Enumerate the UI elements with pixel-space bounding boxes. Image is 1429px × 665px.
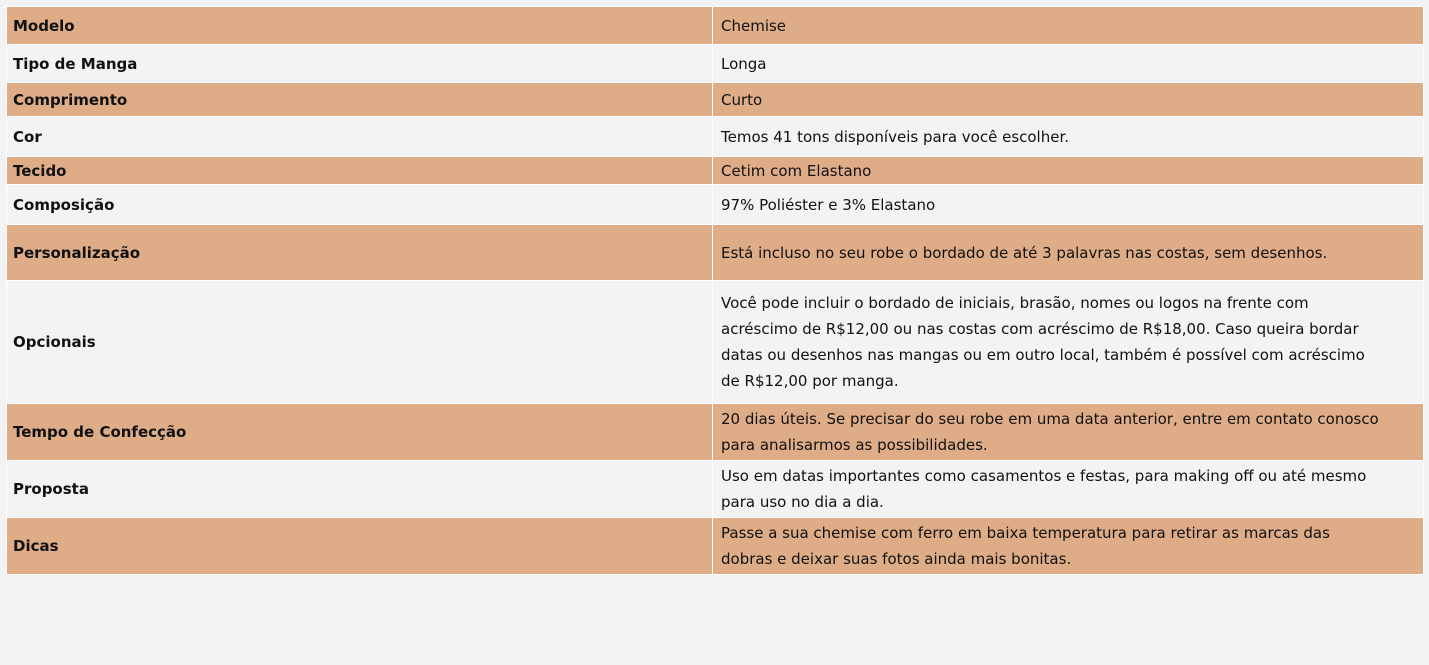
- spec-value-text: Curto: [721, 90, 763, 109]
- spec-label: Modelo: [7, 7, 713, 45]
- spec-label: Dicas: [7, 518, 713, 575]
- spec-value-text: Está incluso no seu robe o bordado de até 3 palavras nas costas, sem desenhos.: [721, 243, 1328, 262]
- spec-value-text: Cetim com Elastano: [721, 161, 872, 180]
- spec-row-opcionais: [7, 281, 1424, 404]
- spec-value: [713, 225, 1424, 281]
- spec-row-tipo-de-manga: [7, 45, 1424, 83]
- spec-value-text: Você pode incluir o bordado de iniciais, brasão, nomes ou logos na frente com acréscimo de R$12,00 ou nas costas com acréscimo de R$18,00. Caso queira bordar datas ou desenhos nas mangas ou em outro local, também é possível com acréscimo de R$12,00 por manga.: [721, 294, 1365, 390]
- spec-label: Personalização: [7, 225, 713, 281]
- spec-value: [713, 45, 1424, 83]
- spec-value-text: Longa: [721, 54, 767, 73]
- product-spec-table: [6, 6, 1424, 575]
- spec-row-personalizacao: [7, 225, 1424, 281]
- spec-value-text: Chemise: [721, 16, 787, 35]
- spec-value: [713, 7, 1424, 45]
- spec-value-text: Passe a sua chemise com ferro em baixa temperatura para retirar as marcas das dobras e deixar suas fotos ainda mais bonitas.: [721, 524, 1330, 568]
- spec-row-cor: [7, 117, 1424, 157]
- spec-label: Composição: [7, 185, 713, 225]
- spec-value: [713, 185, 1424, 225]
- spec-label: Comprimento: [7, 83, 713, 117]
- spec-row-modelo: [7, 7, 1424, 45]
- spec-row-comprimento: [7, 83, 1424, 117]
- spec-value: [713, 83, 1424, 117]
- spec-label: Opcionais: [7, 281, 713, 404]
- spec-row-dicas: [7, 518, 1424, 575]
- spec-value: [713, 117, 1424, 157]
- spec-label: Tipo de Manga: [7, 45, 713, 83]
- spec-value: [713, 157, 1424, 185]
- spec-label: Tempo de Confecção: [7, 404, 713, 461]
- spec-label: Cor: [7, 117, 713, 157]
- spec-row-composicao: [7, 185, 1424, 225]
- spec-row-tecido: [7, 157, 1424, 185]
- spec-label: Proposta: [7, 461, 713, 518]
- spec-value: [713, 518, 1424, 575]
- spec-value-text: Uso em datas importantes como casamentos e festas, para making off ou até mesmo para uso no dia a dia.: [721, 467, 1367, 511]
- spec-value-text: 20 dias úteis. Se precisar do seu robe em uma data anterior, entre em contato conosco para analisarmos as possibilidades.: [721, 410, 1379, 454]
- spec-value: [713, 461, 1424, 518]
- spec-value: [713, 281, 1424, 404]
- spec-value-text: 97% Poliéster e 3% Elastano: [721, 195, 936, 214]
- spec-value: [713, 404, 1424, 461]
- spec-row-tempo-de-confeccao: [7, 404, 1424, 461]
- spec-row-proposta: [7, 461, 1424, 518]
- spec-label: Tecido: [7, 157, 713, 185]
- spec-value-text: Temos 41 tons disponíveis para você escolher.: [721, 127, 1070, 146]
